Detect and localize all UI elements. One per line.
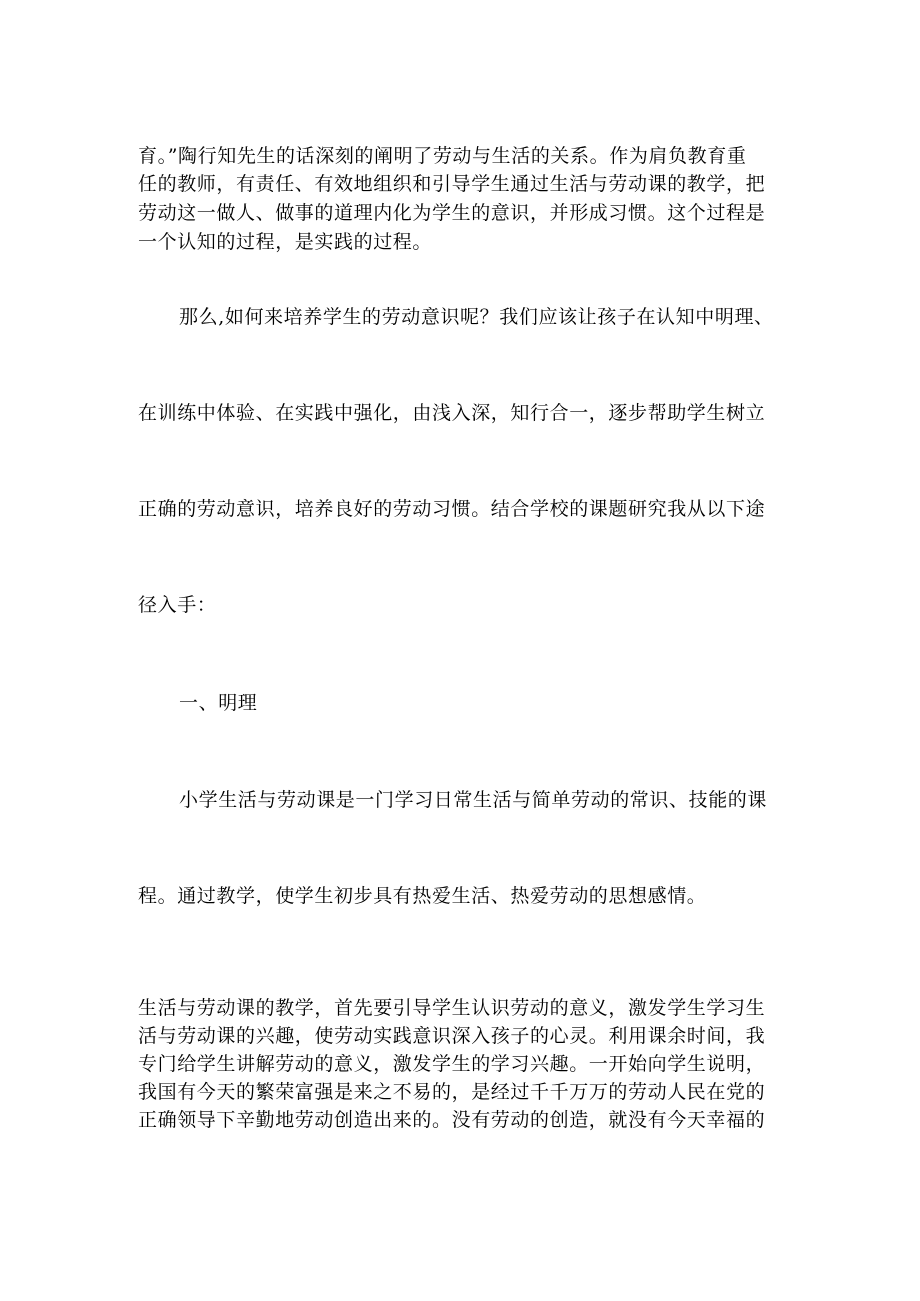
- paragraph-4-line-3: 专门给学生讲解劳动的意义，激发学生的学习兴趣。一开始向学生说明，: [138, 1053, 766, 1075]
- paragraph-1-line-3: 劳动这一做人、做事的道理内化为学生的意识，并形成习惯。这个过程是: [138, 202, 766, 224]
- paragraph-4-line-2: 活与劳动课的兴趣，使劳动实践意识深入孩子的心灵。利用课余时间，我: [138, 1025, 766, 1047]
- paragraph-4-line-1: 生活与劳动课的教学，首先要引导学生认识劳动的意义，激发学生学习生: [138, 997, 766, 1019]
- paragraph-3-line-2: 程。通过教学，使学生初步具有热爱生活、热爱劳动的思想感情。: [138, 885, 707, 907]
- section-heading: 一、明理: [179, 692, 258, 714]
- paragraph-4-line-4: 我国有今天的繁荣富强是来之不易的，是经过千千万万的劳动人民在党的: [138, 1081, 766, 1103]
- paragraph-2-line-4: 径入手：: [138, 594, 217, 616]
- paragraph-2-line-1: 那么,如何来培养学生的劳动意识呢？我们应该让孩子在认知中明理、: [179, 306, 774, 328]
- paragraph-3-line-1: 小学生活与劳动课是一门学习日常生活与简单劳动的常识、技能的课: [179, 789, 768, 811]
- paragraph-4-line-5: 正确领导下辛勤地劳动创造出来的。没有劳动的创造，就没有今天幸福的: [138, 1109, 766, 1131]
- paragraph-2-line-3: 正确的劳动意识，培养良好的劳动习惯。结合学校的课题研究我从以下途: [138, 498, 766, 520]
- paragraph-2-line-2: 在训练中体验、在实践中强化，由浅入深，知行合一，逐步帮助学生树立: [138, 402, 766, 424]
- paragraph-1-line-2: 任的教师，有责任、有效地组织和引导学生通过生活与劳动课的教学，把: [138, 173, 766, 195]
- paragraph-1-line-1: 育。”陶行知先生的话深刻的阐明了劳动与生活的关系。作为肩负教育重: [138, 145, 747, 167]
- paragraph-1-line-4: 一个认知的过程，是实践的过程。: [138, 231, 433, 253]
